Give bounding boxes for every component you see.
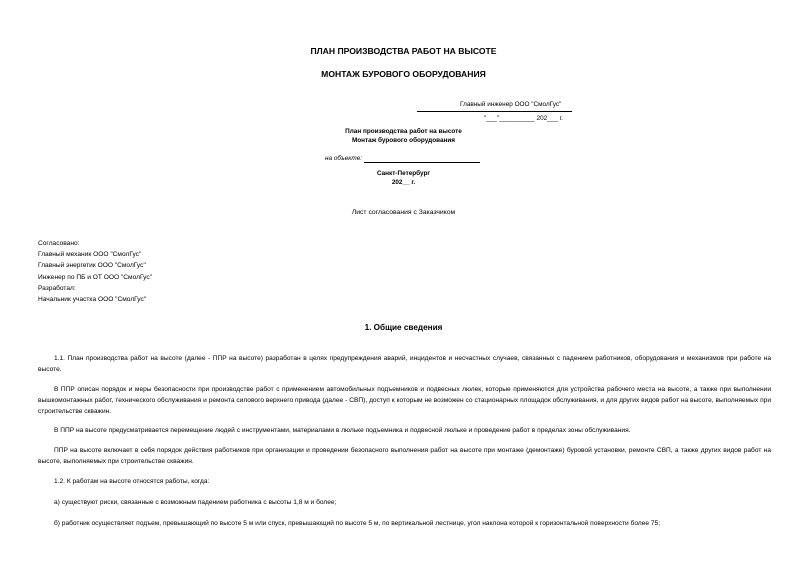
paragraph: ППР на высоте включает в себя порядок действия работников при организации и проведении безопасного выполнения работ на высоте при монтаже (демонтаже) буровой установки, ремонте СВП, а также других видов работ на высоте, выполняемых при строительстве скважин.: [38, 447, 771, 465]
signature-line: Согласовано:: [38, 240, 80, 247]
cover-title-line2: Монтаж бурового оборудования: [351, 137, 456, 144]
approval-date-line: "___"__________ 202___ г.: [484, 115, 563, 122]
signature-block: [38, 238, 152, 305]
cover-title-line1: План производства работ на высоте: [345, 128, 462, 135]
document-subtitle: МОНТАЖ БУРОВОГО ОБОРУДОВАНИЯ: [321, 69, 486, 79]
paragraph: В ППР описан порядок и меры безопасности при производстве работ с применением автомобильных подъемников и подвесных люлек, которые применяются для устройства рабочего места на высоте, а также при выполнении вышкомонтажных работ, технического обслуживания и ремонта силового верхнего привода (далее - СВП), доступ к которым не возможен со стационарных площадок обслуживания, и для других видов работ на высоте, выполняемых при строительстве скважин.: [38, 386, 771, 415]
document-title: ПЛАН ПРОИЗВОДСТВА РАБОТ НА ВЫСОТЕ: [310, 46, 497, 56]
object-label: на объекте:: [325, 155, 363, 162]
list-item: а) существуют риски, связанные с возможным падением работника с высоты 1,8 м и более;: [54, 499, 337, 506]
paragraph: В ППР на высоте предусматривается перемещение людей с инструментами, материалами в люльке подъемника и подвесной люльке и проведение работ в пределах зоны обслуживания.: [54, 427, 631, 434]
signature-line: Начальник участка ООО "СмолГус": [38, 296, 147, 304]
approver-position: Главный инженер ООО "СмолГус": [460, 101, 562, 108]
signature-line: Главный механик ООО "СмолГус": [38, 251, 142, 259]
list-item: б) работник осуществляет подъем, превышающий по высоте 5 м или спуск, превышающий по высоте 5 м, по вертикальной лестнице, угол наклона которой к горизонтальной поверхности более 75;: [54, 520, 661, 527]
section-heading: 1. Общие сведения: [364, 323, 443, 332]
signature-line: Разработал:: [38, 284, 76, 292]
paragraph: 1.1. План производства работ на высоте (далее - ППР на высоте) разработан в целях предупреждения аварий, инцидентов и несчастных случаев, связанных с падением работников, оборудования и механизмов при работе на высоте.: [38, 355, 771, 373]
agreement-sheet-label: Лист согласования с Заказчиком: [351, 209, 456, 216]
cover-year: 202__ г.: [391, 179, 416, 186]
cover-city: Санкт-Петербург: [376, 170, 431, 177]
signature-line: Главный энергетик ООО "СмолГус": [38, 262, 146, 270]
approver-signature-line: [417, 111, 572, 112]
signature-line: Инженер по ПБ и ОТ ООО "СмолГус": [38, 273, 152, 281]
paragraph: 1.2. К работам на высоте относятся работы, когда:: [54, 478, 210, 485]
object-blank-line: [364, 162, 480, 163]
